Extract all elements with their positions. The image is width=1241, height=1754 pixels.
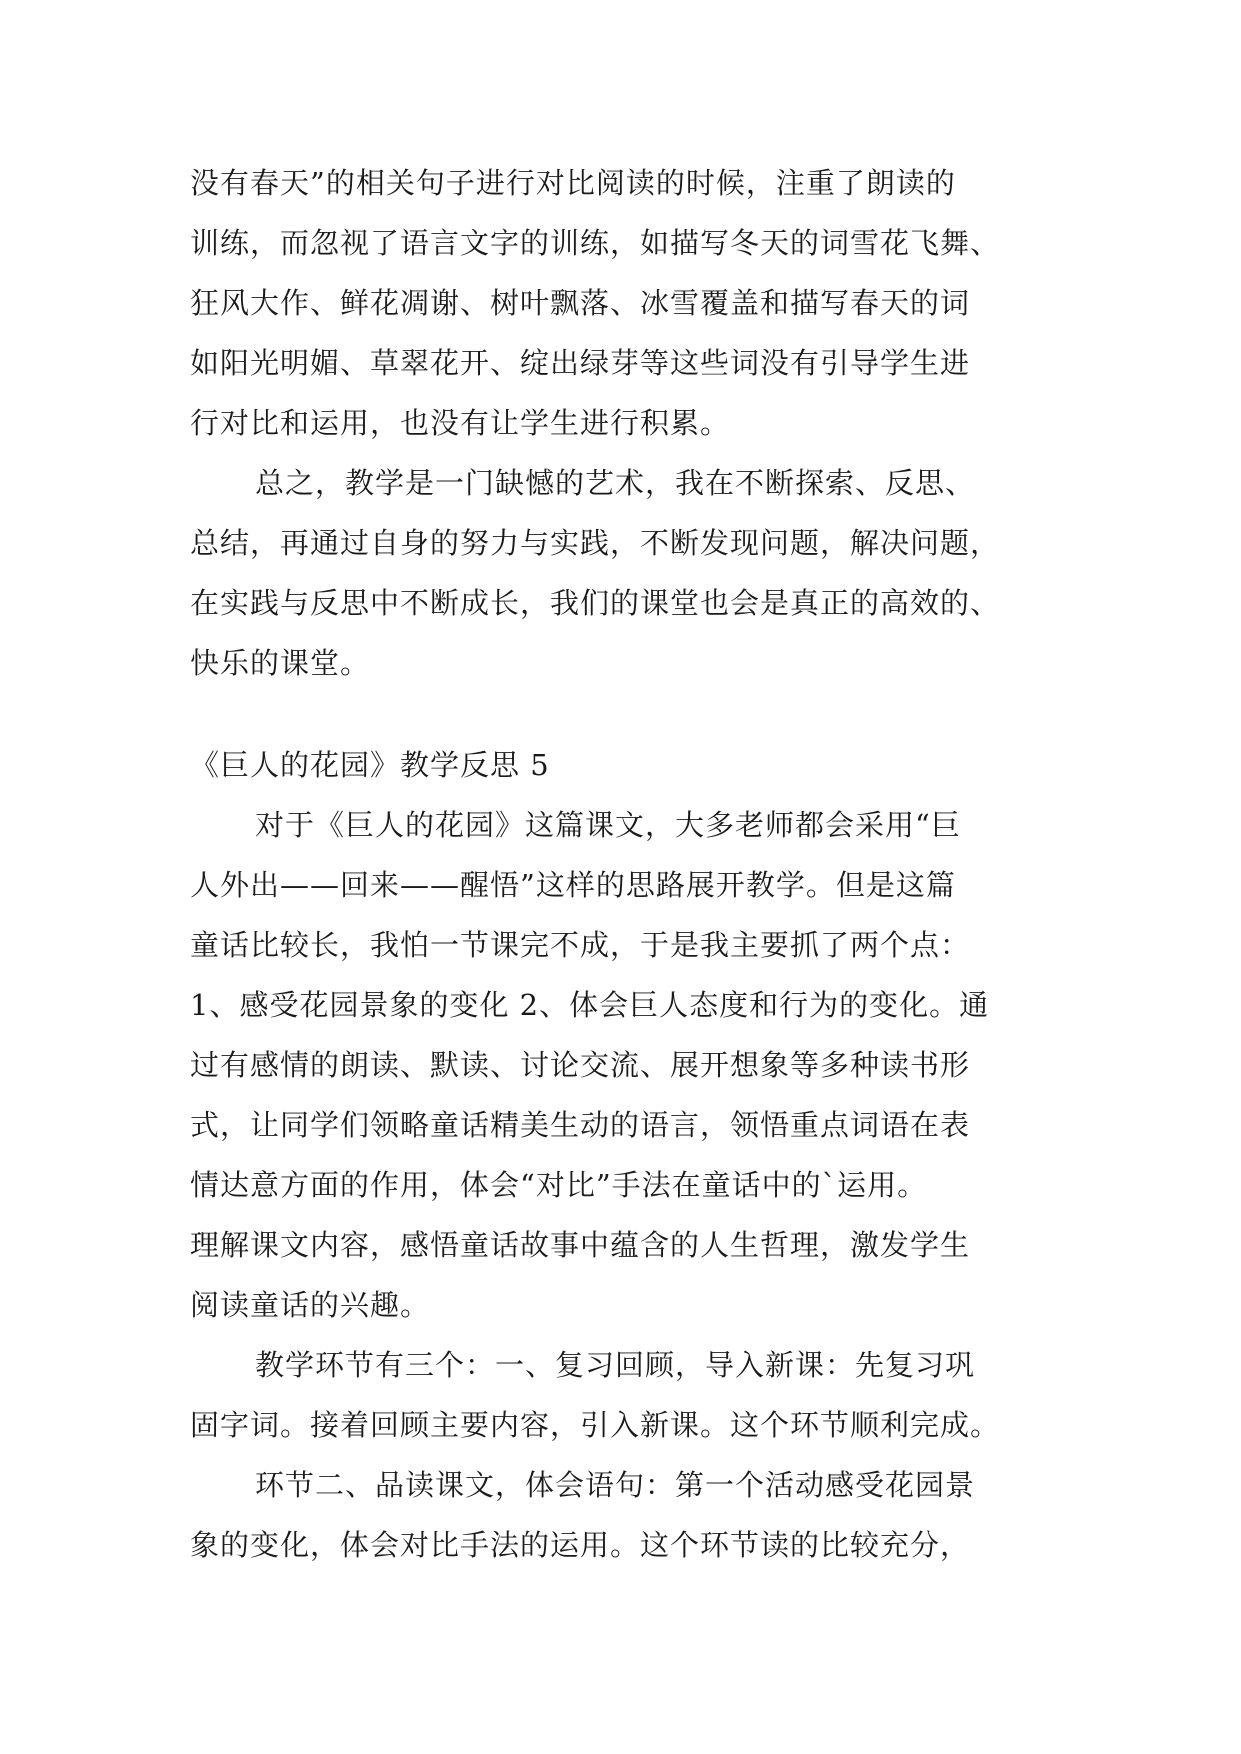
paragraph-line: 理解课文内容，感悟童话故事中蕴含的人生哲理，激发学生: [190, 1228, 971, 1262]
paragraph-line: 如阳光明媚、草翠花开、绽出绿芽等这些词没有引导学生进: [190, 346, 971, 380]
paragraph-line: 阅读童话的兴趣。: [190, 1288, 431, 1322]
paragraph-line: 过有感情的朗读、默读、讨论交流、展开想象等多种读书形: [190, 1048, 971, 1082]
paragraph-line: 1、感受花园景象的变化 2、体会巨人态度和行为的变化。通: [190, 988, 990, 1022]
paragraph-line: 人外出——回来——醒悟”这样的思路展开教学。但是这篇: [190, 868, 956, 902]
paragraph-line: 总结，再通过自身的努力与实践，不断发现问题，解决问题，: [190, 526, 1001, 560]
paragraph-line: 在实践与反思中不断成长，我们的课堂也会是真正的高效的、: [190, 586, 1001, 620]
paragraph-line: 固字词。接着回顾主要内容，引入新课。这个环节顺利完成。: [190, 1408, 1001, 1442]
paragraph-line: 教学环节有三个：一、复习回顾，导入新课：先复习巩: [255, 1348, 976, 1382]
section-heading: 《巨人的花园》教学反思 5: [190, 748, 550, 782]
paragraph-line: 训练，而忽视了语言文字的训练，如描写冬天的词雪花飞舞、: [190, 226, 1001, 260]
paragraph-line: 情达意方面的作用，体会“对比”手法在童话中的`运用。: [190, 1168, 928, 1202]
paragraph-line: 对于《巨人的花园》这篇课文，大多老师都会采用“巨: [255, 808, 961, 842]
paragraph-line: 象的变化，体会对比手法的运用。这个环节读的比较充分，: [190, 1528, 971, 1562]
paragraph-line: 环节二、品读课文，体会语句：第一个活动感受花园景: [255, 1468, 976, 1502]
paragraph-line: 行对比和运用，也没有让学生进行积累。: [190, 406, 731, 440]
paragraph-line: 童话比较长，我怕一节课完不成，于是我主要抓了两个点：: [190, 928, 971, 962]
paragraph-line: 没有春天”的相关句子进行对比阅读的时候，注重了朗读的: [190, 166, 956, 200]
paragraph-line: 总之，教学是一门缺憾的艺术，我在不断探索、反思、: [255, 466, 976, 500]
paragraph-line: 狂风大作、鲜花凋谢、树叶飘落、冰雪覆盖和描写春天的词: [190, 286, 971, 320]
paragraph-line: 快乐的课堂。: [190, 646, 371, 680]
paragraph-line: 式，让同学们领略童话精美生动的语言，领悟重点词语在表: [190, 1108, 971, 1142]
